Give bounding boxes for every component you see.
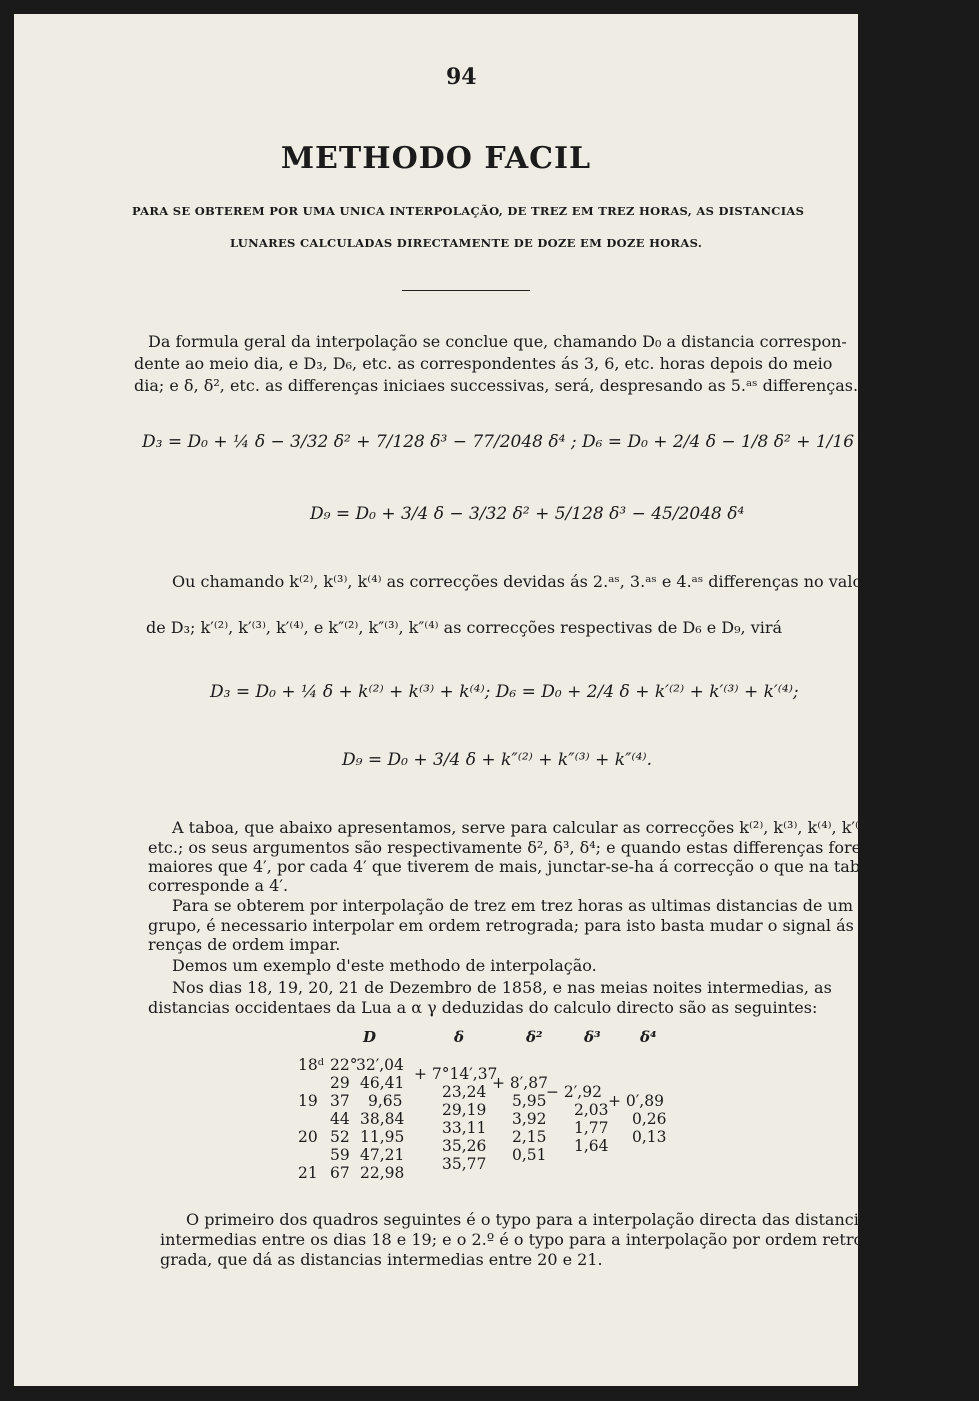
table-cell: 0,51 bbox=[512, 1146, 547, 1164]
table-cell: 2,03 bbox=[574, 1101, 609, 1119]
days-line-1: Nos dias 18, 19, 20, 21 de Dezembro de 1858, e nas meias noites intermedias, as bbox=[172, 978, 832, 997]
intro-line-3: dia; e δ, δ², etc. as differenças iniciaes successivas, será, despresando as 5.ᵃˢ differenças. bbox=[134, 376, 859, 395]
table-cell: 18ᵈ bbox=[298, 1056, 324, 1074]
table-header-delta: δ bbox=[454, 1028, 465, 1046]
example-line: Demos um exemplo d'este methodo de interpolação. bbox=[172, 956, 597, 975]
document-page bbox=[14, 14, 979, 1386]
table-cell: 5,95 bbox=[512, 1092, 547, 1110]
table-cell: 46,41 bbox=[360, 1074, 405, 1092]
final-line-3: grada, que dá as distancias intermedias entre 20 e 21. bbox=[160, 1250, 603, 1269]
table-cell: 29 bbox=[330, 1074, 350, 1092]
table-cell: 35,26 bbox=[442, 1137, 487, 1155]
table-header-d: D bbox=[363, 1028, 377, 1046]
table-cell: 21 bbox=[298, 1164, 318, 1182]
table-cell: 52 bbox=[330, 1128, 350, 1146]
equation-corrections-d9: D₉ = D₀ + 3/4 δ + k″⁽²⁾ + k″⁽³⁾ + k″⁽⁴⁾. bbox=[342, 750, 653, 770]
table-header-delta2: δ² bbox=[526, 1028, 543, 1046]
table-cell: 9,65 bbox=[368, 1092, 403, 1110]
final-line-2: intermedias entre os dias 18 e 19; e o 2.º é o typo para a interpolação por ordem retro- bbox=[160, 1230, 869, 1249]
subtitle-line-2: LUNARES CALCULADAS DIRECTAMENTE DE DOZE EM DOZE HORAS. bbox=[230, 236, 703, 250]
subtitle-line-1: PARA SE OBTEREM POR UMA UNICA INTERPOLAÇÃO, DE TREZ EM TREZ HORAS, AS DISTANCIAS bbox=[132, 204, 805, 218]
taboa-line-4: corresponde a 4′. bbox=[148, 876, 289, 895]
table-cell: + 8′,87 bbox=[492, 1074, 548, 1092]
table-cell: 67 bbox=[330, 1164, 350, 1182]
table-cell: + 7°14′,37 bbox=[414, 1065, 498, 1083]
table-cell: 1,77 bbox=[574, 1119, 609, 1137]
table-cell: 1,64 bbox=[574, 1137, 609, 1155]
table-cell: 22,98 bbox=[360, 1164, 405, 1182]
corrections-line-2: de D₃; k′⁽²⁾, k′⁽³⁾, k′⁽⁴⁾, e k″⁽²⁾, k″⁽³⁾, k″⁽⁴⁾ as correcções respectivas de D₆ e D₉, virá bbox=[146, 618, 783, 637]
table-cell: 22° bbox=[330, 1056, 358, 1074]
taboa-line-2: etc.; os seus argumentos são respectivamente δ², δ³, δ⁴; e quando estas differenças forem bbox=[148, 838, 877, 857]
table-cell: 2,15 bbox=[512, 1128, 547, 1146]
table-cell: 23,24 bbox=[442, 1083, 487, 1101]
table-cell: 19 bbox=[298, 1092, 318, 1110]
corrections-line-1: Ou chamando k⁽²⁾, k⁽³⁾, k⁽⁴⁾ as correcções devidas ás 2.ᵃˢ, 3.ᵃˢ e 4.ᵃˢ differenças no valor bbox=[172, 572, 870, 591]
table-cell: 11,95 bbox=[360, 1128, 405, 1146]
final-line-1: O primeiro dos quadros seguintes é o typo para a interpolação directa das distancias bbox=[186, 1210, 877, 1229]
table-cell: 38,84 bbox=[360, 1110, 405, 1128]
retro-line-3: renças de ordem impar. bbox=[148, 935, 341, 954]
equation-d9: D₉ = D₀ + 3/4 δ − 3/32 δ² + 5/128 δ³ − 45/2048 δ⁴ bbox=[310, 504, 745, 524]
taboa-line-1: A taboa, que abaixo apresentamos, serve para calcular as correcções k⁽²⁾, k⁽³⁾, k⁽⁴⁾, k′⁽²⁾, bbox=[172, 818, 875, 837]
taboa-line-3: maiores que 4′, por cada 4′ que tiverem de mais, junctar-se-ha á correcção o que na taboa bbox=[148, 857, 880, 876]
retro-line-2: grupo, é necessario interpolar em ordem retrograda; para isto basta mudar o signal ás diffe- bbox=[148, 916, 901, 935]
retro-line-1: Para se obterem por interpolação de trez em trez horas as ultimas distancias de um bbox=[172, 896, 854, 915]
table-cell: 0,26 bbox=[632, 1110, 667, 1128]
table-cell: 0,13 bbox=[632, 1128, 667, 1146]
table-cell: 47,21 bbox=[360, 1146, 405, 1164]
divider-rule bbox=[402, 290, 530, 291]
table-cell: 59 bbox=[330, 1146, 350, 1164]
days-line-2: distancias occidentaes da Lua a α γ deduzidas do calculo directo são as seguintes: bbox=[148, 998, 818, 1017]
table-cell: 20 bbox=[298, 1128, 318, 1146]
page-title: METHODO FACIL bbox=[280, 141, 592, 176]
equation-corrections-d3-d6: D₃ = D₀ + ¼ δ + k⁽²⁾ + k⁽³⁾ + k⁽⁴⁾; D₆ = D₀ + 2/4 δ + k′⁽²⁾ + k′⁽³⁾ + k′⁽⁴⁾; bbox=[210, 682, 799, 702]
equation-d3-d6: D₃ = D₀ + ¼ δ − 3/32 δ² + 7/128 δ³ − 77/2048 δ⁴ ; D₆ = D₀ + 2/4 δ − 1/8 δ² + 1/16 δ³ − 5/128 δ⁴; bbox=[142, 432, 979, 452]
page-number: 94 bbox=[446, 64, 477, 90]
table-cell: 37 bbox=[330, 1092, 350, 1110]
table-cell: 29,19 bbox=[442, 1101, 487, 1119]
intro-line-2: dente ao meio dia, e D₃, D₆, etc. as correspondentes ás 3, 6, etc. horas depois do meio bbox=[134, 354, 833, 373]
table-cell: − 2′,92 bbox=[546, 1083, 602, 1101]
table-header-delta4: δ⁴ bbox=[640, 1028, 657, 1046]
table-cell: 35,77 bbox=[442, 1155, 487, 1173]
table-header-delta3: δ³ bbox=[584, 1028, 601, 1046]
table-cell: 32′,04 bbox=[356, 1056, 404, 1074]
table-cell: + 0′,89 bbox=[608, 1092, 664, 1110]
table-cell: 3,92 bbox=[512, 1110, 547, 1128]
intro-line-1: Da formula geral da interpolação se conclue que, chamando D₀ a distancia correspon- bbox=[148, 332, 847, 351]
table-cell: 33,11 bbox=[442, 1119, 487, 1137]
table-cell: 44 bbox=[330, 1110, 350, 1128]
